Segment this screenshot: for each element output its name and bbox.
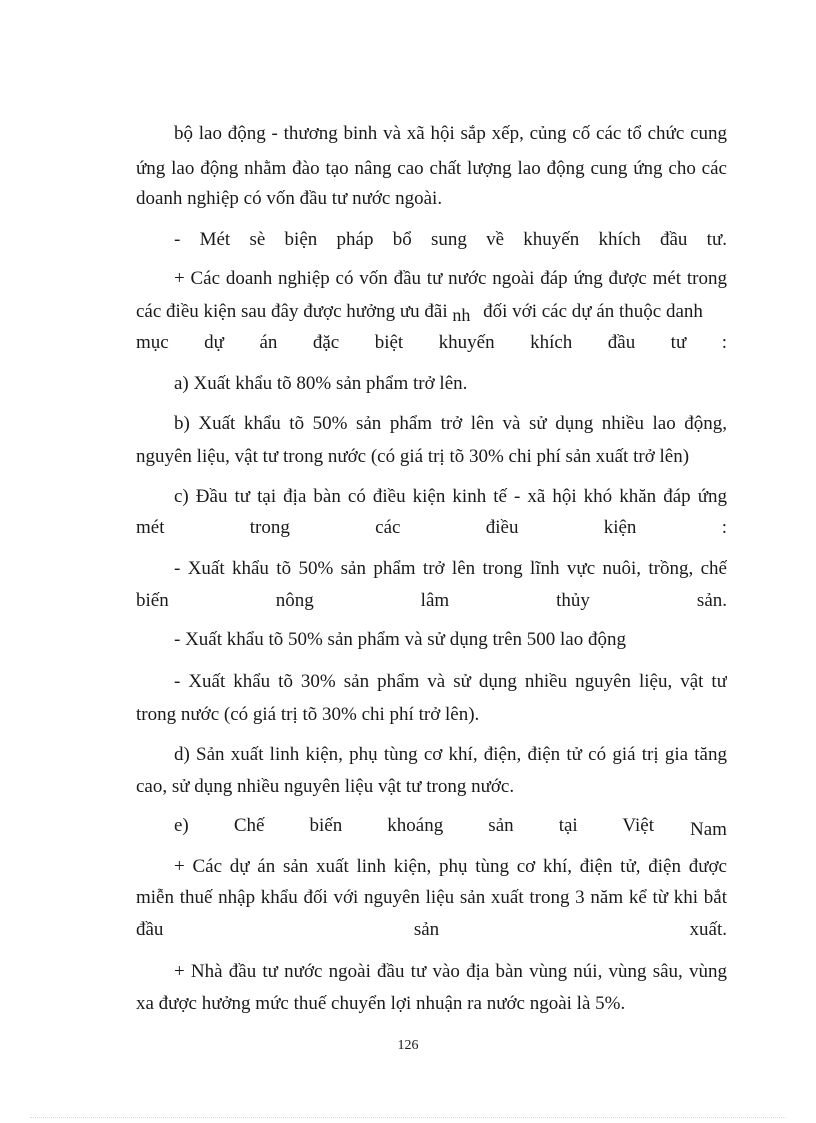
- text-line: trong nước (có giá trị tõ 30% chi phí trở lên).: [136, 704, 480, 725]
- text-line: + Các doanh nghiệp có vốn đầu tư nước ngoài đáp ứng được mét trong: [174, 268, 727, 289]
- text-line: + Các dự án sản xuất linh kiện, phụ tùng cơ khí, điện tử, điện được: [174, 856, 727, 877]
- text-line: bộ lao động - thương binh và xã hội sắp xếp, củng cố các tổ chức cung: [174, 123, 727, 144]
- text-line: ứng lao động nhằm đào tạo nâng cao chất lượng lao động cung ứng cho các: [136, 158, 727, 179]
- text-line: e) Chế biến khoáng sản tại Việt: [174, 815, 654, 836]
- text-fragment: các điều kiện sau đây được hưởng ưu đãi: [136, 301, 448, 322]
- text-line: mét trong các điều kiện :: [136, 517, 727, 538]
- page-bottom-divider: [30, 1117, 786, 1118]
- text-line: xa được hưởng mức thuế chuyển lợi nhuận ra nước ngoài là 5%.: [136, 993, 626, 1014]
- text-line: - Xuất khẩu tõ 50% sản phẩm trở lên trong lĩnh vực nuôi, trồng, chế: [174, 558, 727, 579]
- text-fragment: nh: [452, 305, 471, 324]
- text-line: nguyên liệu, vật tư trong nước (có giá trị tõ 30% chi phí sản xuất trở lên): [136, 446, 690, 467]
- text-line: đầu sản xuất.: [136, 919, 727, 940]
- text-line: cao, sử dụng nhiều nguyên liệu vật tư trong nước.: [136, 776, 515, 797]
- text-line: mục dự án đặc biệt khuyến khích đầu tư :: [136, 332, 727, 353]
- text-line: - Mét sè biện pháp bổ sung về khuyến khích đầu tư.: [174, 229, 727, 250]
- text-fragment: đối với các dự án thuộc danh: [483, 301, 703, 322]
- text-line: b) Xuất khẩu tõ 50% sản phẩm trở lên và sử dụng nhiều lao động,: [174, 413, 727, 434]
- text-line: c) Đầu tư tại địa bàn có điều kiện kinh tế - xã hội khó khăn đáp ứng: [174, 486, 727, 507]
- text-line: doanh nghiệp có vốn đầu tư nước ngoài.: [136, 188, 443, 209]
- text-line: + Nhà đầu tư nước ngoài đầu tư vào địa bàn vùng núi, vùng sâu, vùng: [174, 961, 727, 982]
- text-line: miễn thuế nhập khẩu đối với nguyên liệu sản xuất trong 3 năm kể từ khi bắt: [136, 887, 727, 908]
- text-line: [136, 299, 727, 324]
- text-line: biến nông lâm thủy sản.: [136, 590, 727, 611]
- text-line: - Xuất khẩu tõ 30% sản phẩm và sử dụng nhiều nguyên liệu, vật tư: [174, 671, 727, 692]
- page-number: 126: [397, 1038, 419, 1053]
- text-fragment: Nam: [690, 819, 727, 840]
- text-line: - Xuất khẩu tõ 50% sản phẩm và sử dụng trên 500 lao động: [174, 629, 626, 650]
- text-line: d) Sản xuất linh kiện, phụ tùng cơ khí, điện, điện tử có giá trị gia tăng: [174, 744, 727, 765]
- text-line: a) Xuất khẩu tõ 80% sản phẩm trở lên.: [174, 373, 468, 394]
